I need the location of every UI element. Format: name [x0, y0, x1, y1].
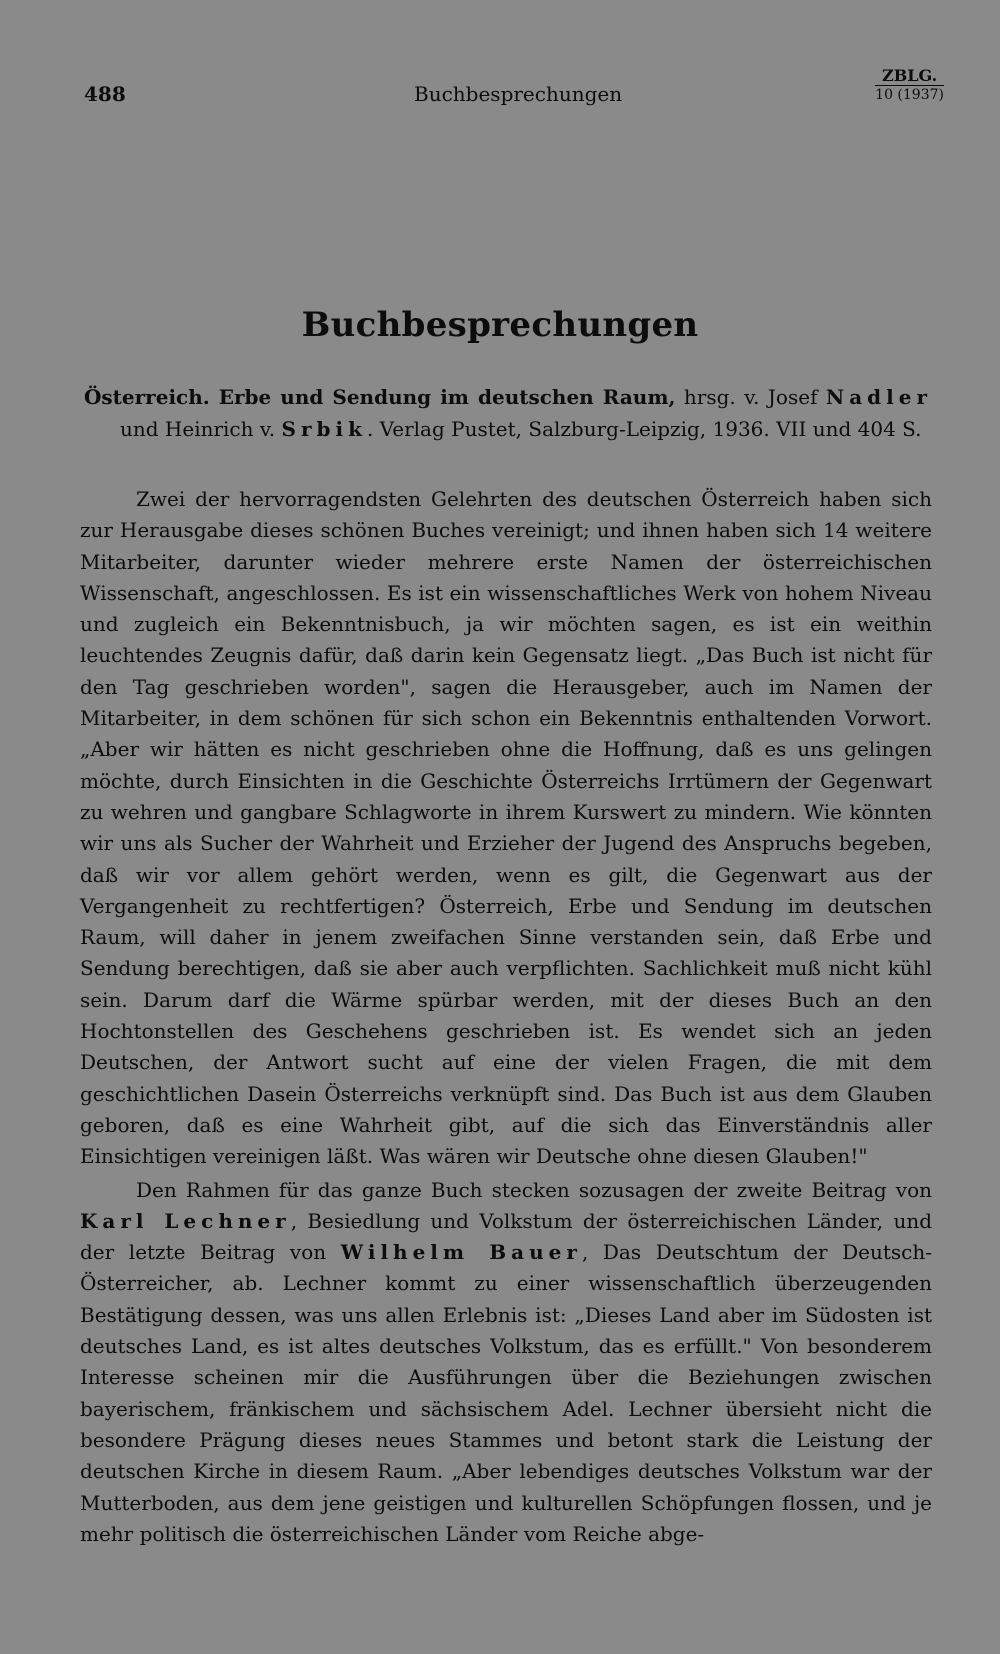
running-title: Buchbesprechungen: [414, 82, 623, 106]
entry-text-1: hrsg. v. Josef: [675, 385, 826, 409]
page-number: 488: [84, 82, 126, 106]
entry-text-2: und Heinrich v.: [120, 416, 282, 441]
page-header: [84, 66, 944, 120]
editor-name-2: Srbik: [281, 416, 367, 441]
journal-abbreviation: ZBLG.: [882, 66, 938, 85]
paragraph-1: Zwei der hervorragendsten Gelehrten des deutschen Österreich haben sich zur Herausgabe dieses schönen Buches vereinigt; und ihnen haben sich 14 weitere Mitarbeiter, darunter wieder mehrere erste Namen der österreichischen Wissenschaft, angeschlossen. Es ist ein wissenschaftliches Werk von hohem Niveau und zugleich ein Bekenntnisbuch, ja wir möchten sagen, es ist ein weithin leuchtendes Zeugnis dafür, daß darin kein Gegensatz liegt. „Das Buch ist nicht für den Tag geschrieben worden", sagen die Herausgeber, auch im Namen der Mitarbeiter, in dem schönen für sich schon ein Bekenntnis enthaltenden Vorwort. „Aber wir hätten es nicht geschrieben ohne die Hoffnung, daß es uns gelingen möchte, durch Einsichten in die Geschichte Österreichs Irrtümern der Gegenwart zu wehren und gangbare Schlagworte in ihrem Kurswert zu mindern. Wie könnten wir uns als Sucher der Wahrheit und Erzieher der Jugend des Anspruchs begeben, daß wir vor allem gehört werden, wenn es gilt, die Gegenwart aus der Vergangenheit zu rechtfertigen? Österreich, Erbe und Sendung im deutschen Raum, will daher in jenem zweifachen Sinne verstanden sein, daß Erbe und Sendung berechtigen, daß sie aber auch verpflichten. Sachlichkeit muß nicht kühl sein. Darum darf die Wärme spürbar werden, mit der dieses Buch an den Hochtonstellen des Geschehens geschrieben ist. Es wendet sich an jeden Deutschen, der Antwort sucht auf eine der vielen Fragen, die mit dem geschichtlichen Dasein Österreichs verknüpft sind. Das Buch ist aus dem Glauben geboren, daß es eine Wahrheit gibt, auf die sich das Einverständnis aller Einsichtigen vereinigen läßt. Was wären wir Deutsche ohne diesen Glauben!": [80, 487, 932, 1169]
journal-volume: 10 (1937): [875, 87, 944, 103]
entry-text-3: . Verlag Pustet, Salzburg-Leipzig, 1936. VII und 404 S.: [366, 416, 922, 441]
book-entry-citation: [84, 382, 932, 445]
book-title: Österreich. Erbe und Sendung im deutschen Raum,: [84, 385, 676, 409]
paragraph-2-text-a: Den Rahmen für das ganze Buch stecken sozusagen der zweite Beitrag von: [136, 1177, 932, 1202]
journal-reference: [875, 66, 944, 103]
review-body: [80, 484, 932, 1550]
author-name-1: Karl Lechner: [80, 1208, 291, 1233]
editor-name-1: Nadler: [825, 385, 933, 409]
paragraph-2-text-b: , Besiedlung und Volkstum der österreichischen Länder, und der letzte Beitrag von: [80, 1208, 933, 1265]
paragraph-2-text-c: , Das Deutschtum der Deutsch-Österreicher, ab. Lechner kommt zu einer wissenschaftlich überzeugenden Bestätigung dessen, was uns allen Erlebnis ist: „Dieses Land aber im Südosten ist deutsches Land, es ist altes deutsches Volkstum, das es erfüllt." Von besonderem Interesse scheinen mir die Ausführungen über die Beziehungen zwischen bayerischem, fränkischem und sächsischem Adel. Lechner übersieht nicht die besondere Prägung dieses neues Stammes und betont stark die Leistung der deutschen Kirche in diesem Raum. „Aber lebendiges deutsches Volkstum war der Mutterboden, aus dem jene geistigen und kulturellen Schöpfungen flossen, und je mehr politisch die österreichischen Länder vom Reiche abge-: [80, 1240, 932, 1546]
section-title: Buchbesprechungen: [301, 305, 699, 345]
author-name-2: Wilhelm Bauer: [340, 1240, 582, 1265]
paragraph-2: [80, 1175, 932, 1551]
